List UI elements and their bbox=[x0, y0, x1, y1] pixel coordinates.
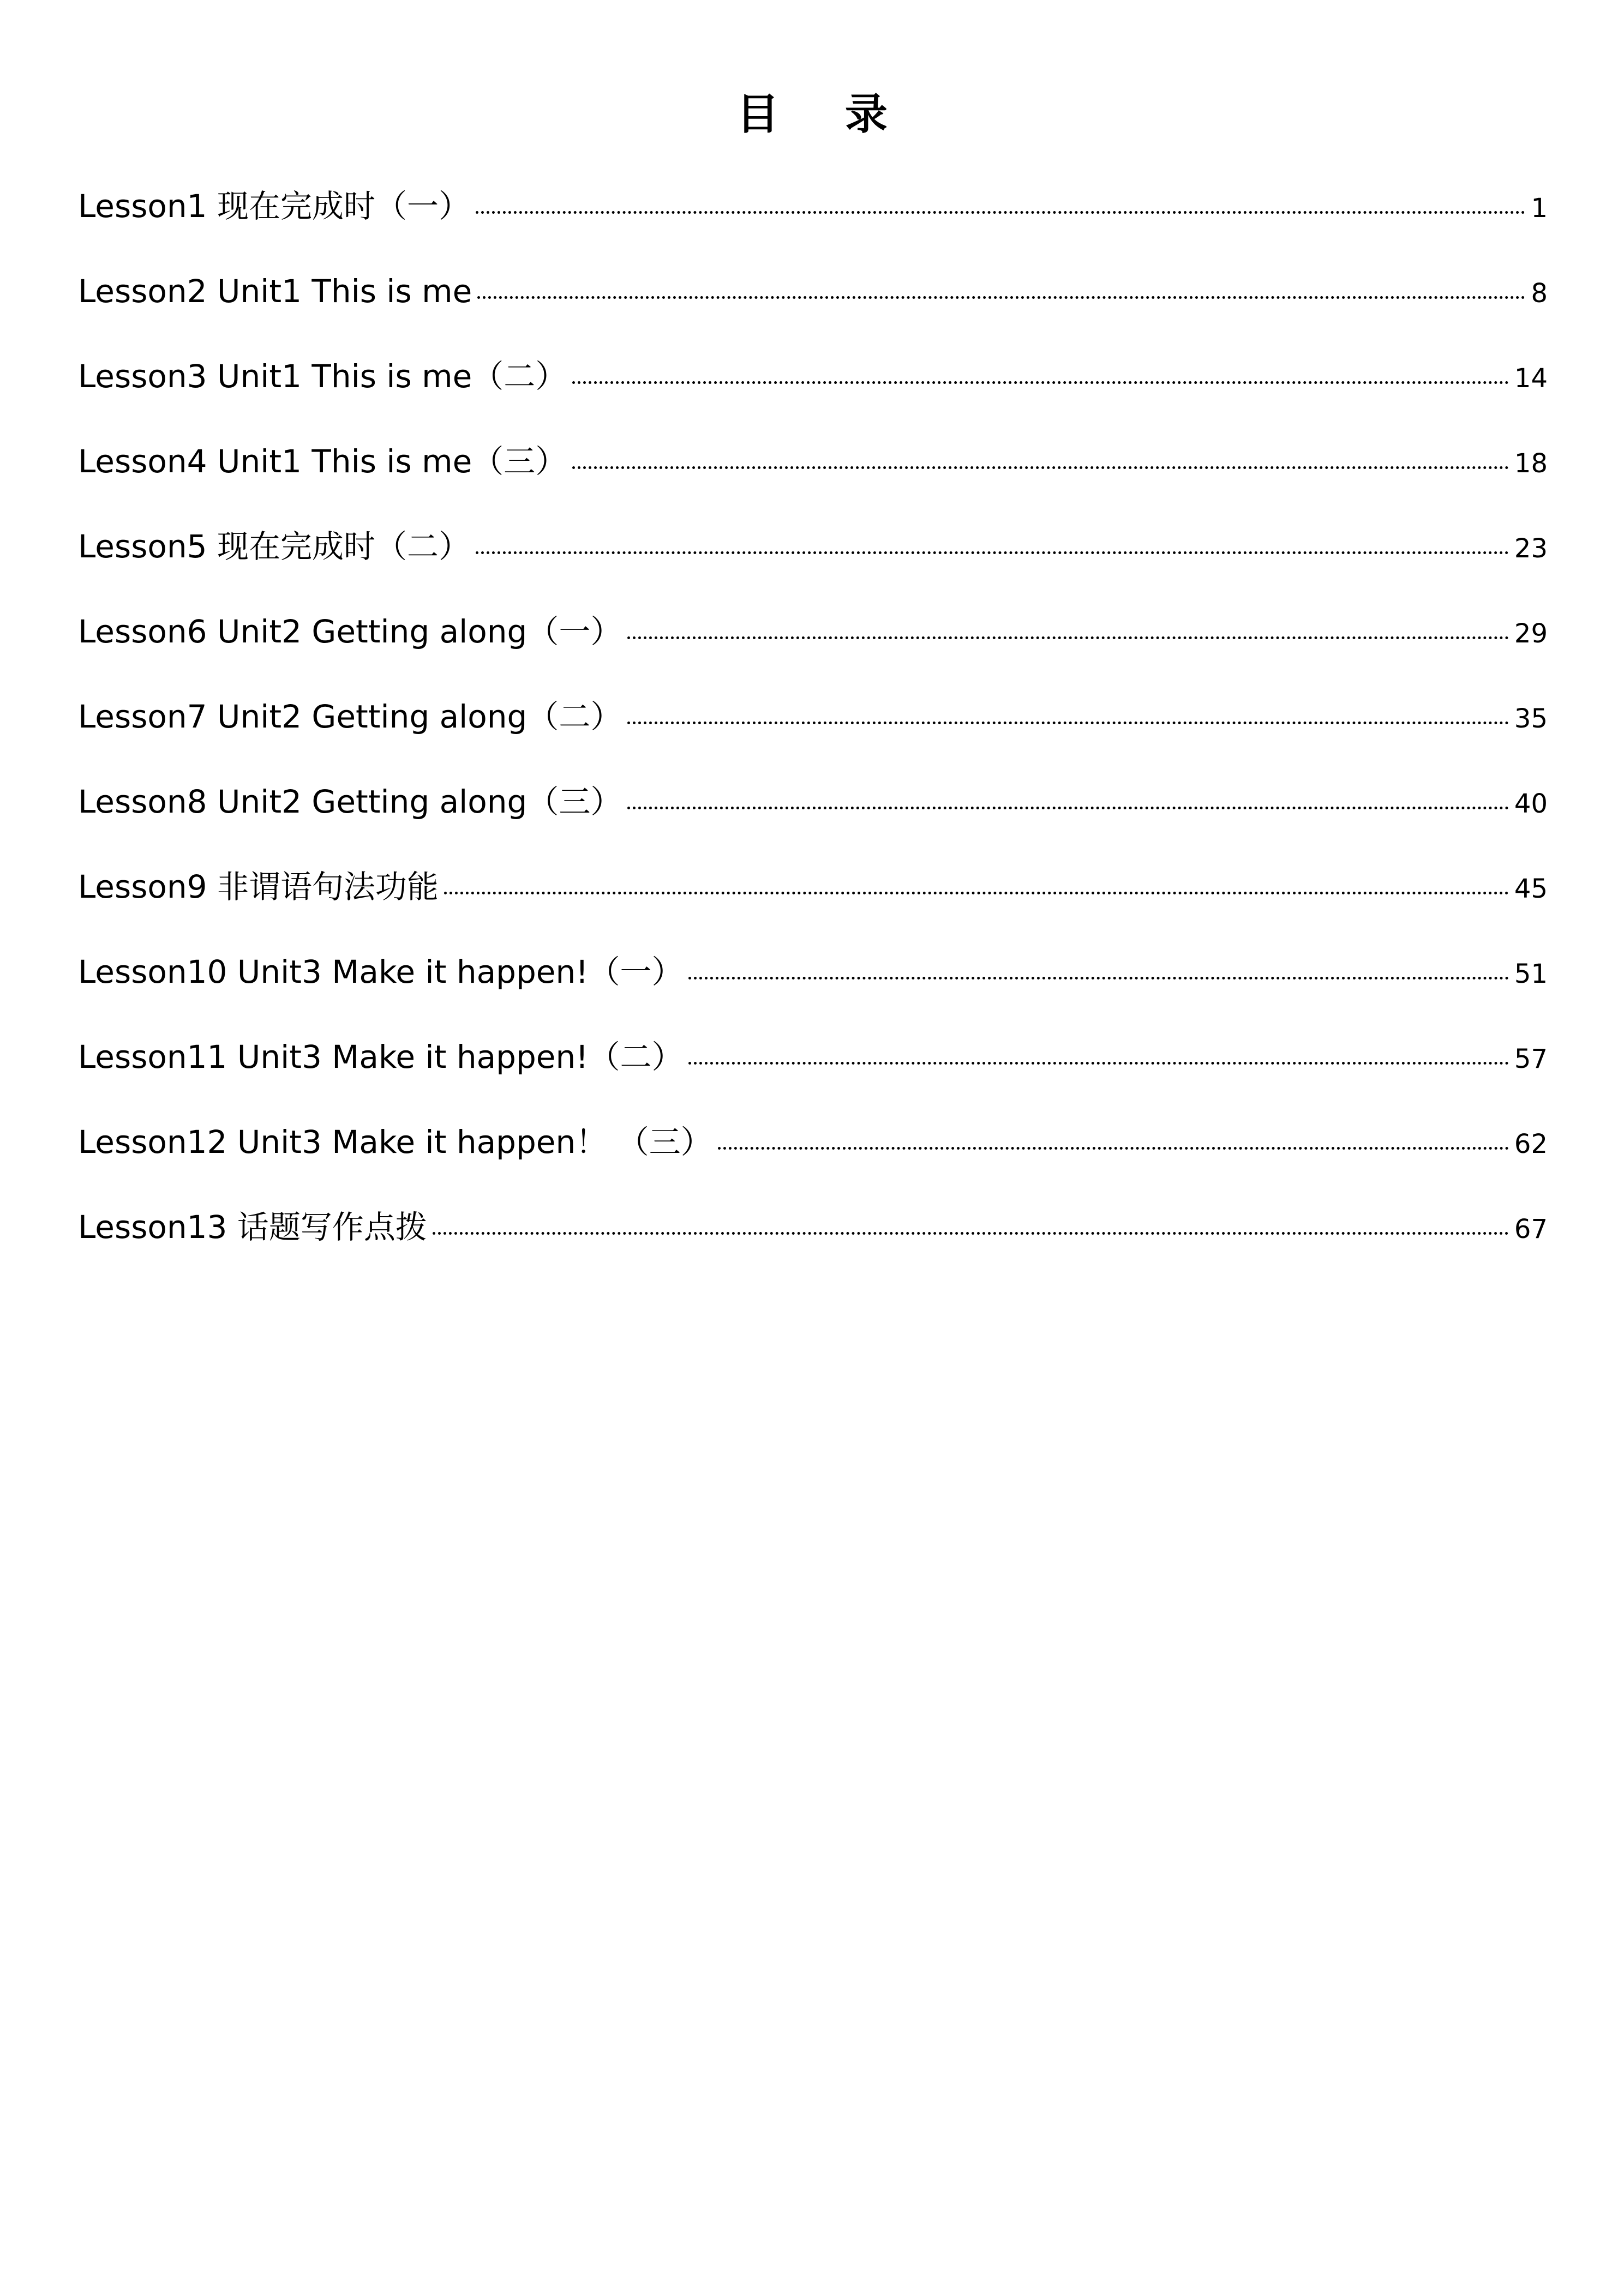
toc-entry-label: Lesson2 Unit1 This is me bbox=[78, 273, 472, 310]
toc-entry-7[interactable] bbox=[78, 689, 1548, 774]
toc-entry-11[interactable] bbox=[78, 1030, 1548, 1115]
toc-entry-page-number: 14 bbox=[1514, 363, 1548, 394]
toc-dot-leader bbox=[477, 296, 1525, 299]
toc-entry-page-number: 45 bbox=[1514, 874, 1548, 904]
toc-entry-6[interactable] bbox=[78, 604, 1548, 689]
toc-entry-label: Lesson9 非谓语句法功能 bbox=[78, 868, 439, 905]
toc-dot-leader bbox=[476, 551, 1509, 554]
toc-entry-9[interactable] bbox=[78, 860, 1548, 945]
toc-entry-page-number: 57 bbox=[1514, 1044, 1548, 1074]
toc-entry-page-number: 51 bbox=[1514, 959, 1548, 989]
toc-list bbox=[78, 179, 1548, 1285]
toc-entry-page-number: 40 bbox=[1514, 789, 1548, 819]
toc-dot-leader bbox=[688, 977, 1508, 979]
toc-entry-page-number: 8 bbox=[1531, 278, 1548, 309]
toc-dot-leader bbox=[627, 807, 1509, 809]
toc-entry-label: Lesson8 Unit2 Getting along（三） bbox=[78, 783, 622, 820]
toc-dot-leader bbox=[444, 892, 1509, 894]
toc-entry-label: Lesson11 Unit3 Make it happen!（二） bbox=[78, 1038, 684, 1075]
toc-dot-leader bbox=[433, 1232, 1509, 1235]
toc-entry-label: Lesson12 Unit3 Make it happen！ （三） bbox=[78, 1123, 712, 1161]
toc-entry-page-number: 23 bbox=[1514, 533, 1548, 564]
toc-dot-leader bbox=[688, 1062, 1508, 1065]
toc-dot-leader bbox=[572, 381, 1509, 384]
toc-entry-page-number: 67 bbox=[1514, 1214, 1548, 1245]
toc-dot-leader bbox=[627, 722, 1509, 724]
toc-entry-5[interactable] bbox=[78, 519, 1548, 604]
toc-entry-2[interactable] bbox=[78, 264, 1548, 349]
toc-entry-page-number: 35 bbox=[1514, 704, 1548, 734]
toc-entry-page-number: 18 bbox=[1514, 448, 1548, 479]
toc-dot-leader bbox=[627, 636, 1509, 639]
toc-entry-13[interactable] bbox=[78, 1200, 1548, 1285]
toc-entry-1[interactable] bbox=[78, 179, 1548, 264]
toc-entry-page-number: 1 bbox=[1531, 193, 1548, 224]
toc-entry-4[interactable] bbox=[78, 434, 1548, 519]
toc-entry-label: Lesson3 Unit1 This is me（二） bbox=[78, 358, 567, 395]
toc-entry-label: Lesson4 Unit1 This is me（三） bbox=[78, 443, 567, 480]
toc-entry-label: Lesson13 话题写作点拨 bbox=[78, 1209, 427, 1246]
toc-entry-page-number: 29 bbox=[1514, 618, 1548, 649]
toc-entry-label: Lesson7 Unit2 Getting along（二） bbox=[78, 698, 622, 735]
toc-dot-leader bbox=[476, 211, 1525, 214]
toc-entry-8[interactable] bbox=[78, 774, 1548, 860]
toc-dot-leader bbox=[572, 466, 1509, 469]
toc-entry-label: Lesson5 现在完成时（二） bbox=[78, 528, 470, 565]
toc-entry-label: Lesson1 现在完成时（一） bbox=[78, 188, 470, 225]
toc-entry-label: Lesson10 Unit3 Make it happen!（一） bbox=[78, 953, 684, 990]
toc-entry-page-number: 62 bbox=[1514, 1129, 1548, 1159]
toc-entry-3[interactable] bbox=[78, 349, 1548, 434]
toc-entry-10[interactable] bbox=[78, 945, 1548, 1030]
toc-entry-12[interactable] bbox=[78, 1115, 1548, 1200]
toc-entry-label: Lesson6 Unit2 Getting along（一） bbox=[78, 613, 622, 650]
toc-title: 目 录 bbox=[736, 90, 913, 139]
toc-dot-leader bbox=[718, 1147, 1509, 1150]
